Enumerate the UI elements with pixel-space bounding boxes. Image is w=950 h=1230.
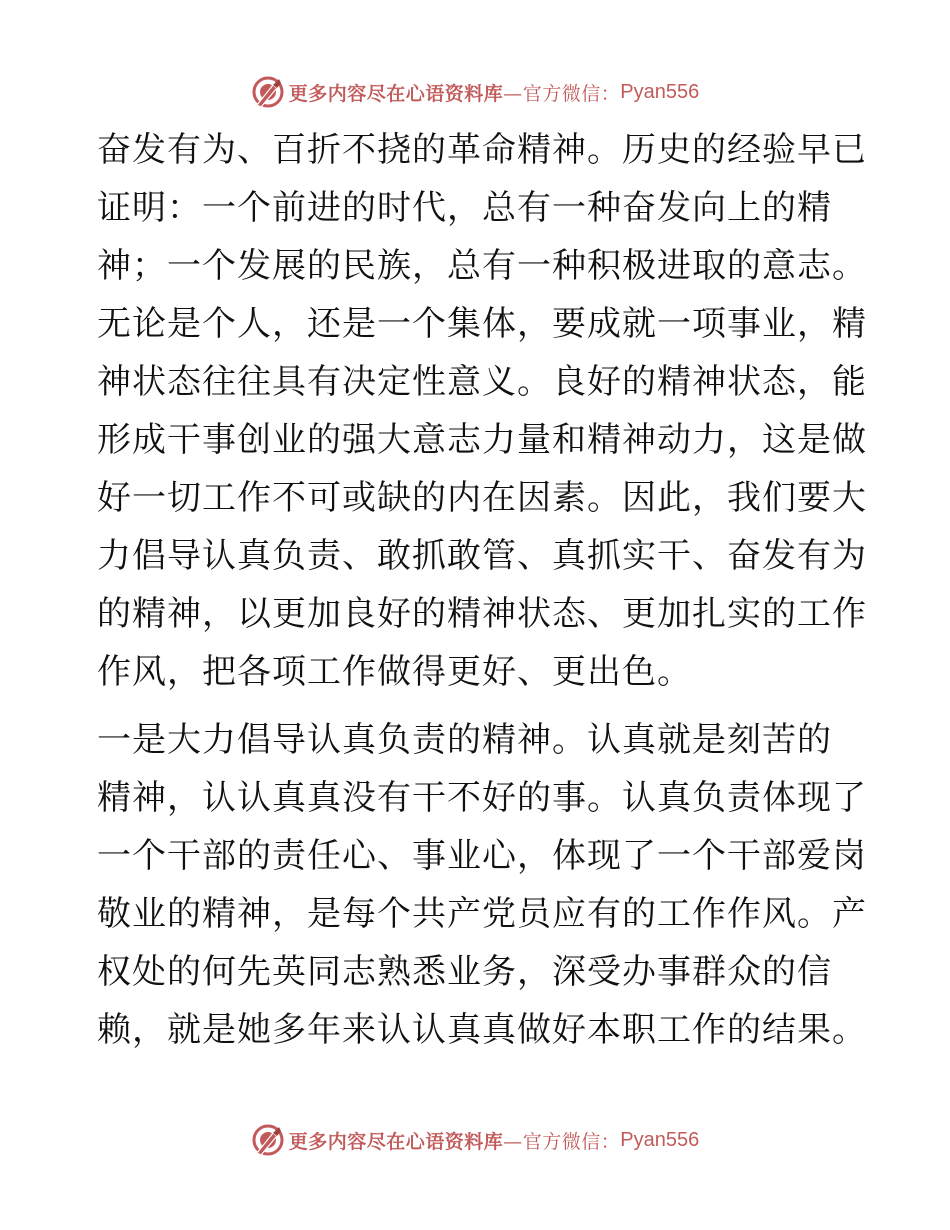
banner-brand-text: 更多内容尽在心语资料库 bbox=[288, 1130, 504, 1153]
text-line: 一是大力倡导认真负责的精神。认真就是刻苦的 bbox=[97, 720, 832, 760]
text-line: 形成干事创业的强大意志力量和精神动力，这是做 bbox=[97, 420, 867, 460]
paragraph bbox=[97, 121, 867, 701]
banner-brand-text: 更多内容尽在心语资料库 bbox=[288, 82, 504, 105]
text-line: 神状态往往具有决定性意义。良好的精神状态，能 bbox=[97, 362, 867, 402]
text-line: 作风，把各项工作做得更好、更出色。 bbox=[97, 652, 692, 692]
text-line: 神；一个发展的民族，总有一种积极进取的意志。 bbox=[97, 246, 867, 286]
text-line: 的精神，以更加良好的精神状态、更加扎实的工作 bbox=[97, 594, 867, 634]
banner-wechat-label: —官方微信： bbox=[503, 82, 621, 105]
pen-logo-icon bbox=[251, 75, 285, 109]
text-line: 权处的何先英同志熟悉业务，深受办事群众的信 bbox=[97, 952, 832, 992]
header-watermark-banner bbox=[0, 72, 950, 112]
text-line: 敬业的精神，是每个共产党员应有的工作作风。产 bbox=[97, 894, 867, 934]
footer-watermark-banner bbox=[0, 1120, 950, 1160]
pen-logo-icon bbox=[251, 1123, 285, 1157]
paragraph bbox=[97, 711, 867, 1059]
banner-wechat-id: Pyan556 bbox=[620, 1128, 700, 1151]
text-line: 赖，就是她多年来认认真真做好本职工作的结果。 bbox=[97, 1010, 867, 1050]
text-line: 证明：一个前进的时代，总有一种奋发向上的精 bbox=[97, 188, 832, 228]
text-line: 好一切工作不可或缺的内在因素。因此，我们要大 bbox=[97, 478, 867, 518]
text-line: 无论是个人，还是一个集体，要成就一项事业，精 bbox=[97, 304, 867, 344]
text-line: 一个干部的责任心、事业心，体现了一个干部爱岗 bbox=[97, 836, 867, 876]
text-line: 精神，认认真真没有干不好的事。认真负责体现了 bbox=[97, 778, 867, 818]
text-line: 奋发有为、百折不挠的革命精神。历史的经验早已 bbox=[97, 130, 867, 170]
banner-wechat-label: —官方微信： bbox=[503, 1130, 621, 1153]
document-body bbox=[97, 121, 867, 1059]
banner-wechat-id: Pyan556 bbox=[620, 80, 700, 103]
text-line: 力倡导认真负责、敢抓敢管、真抓实干、奋发有为 bbox=[97, 536, 867, 576]
